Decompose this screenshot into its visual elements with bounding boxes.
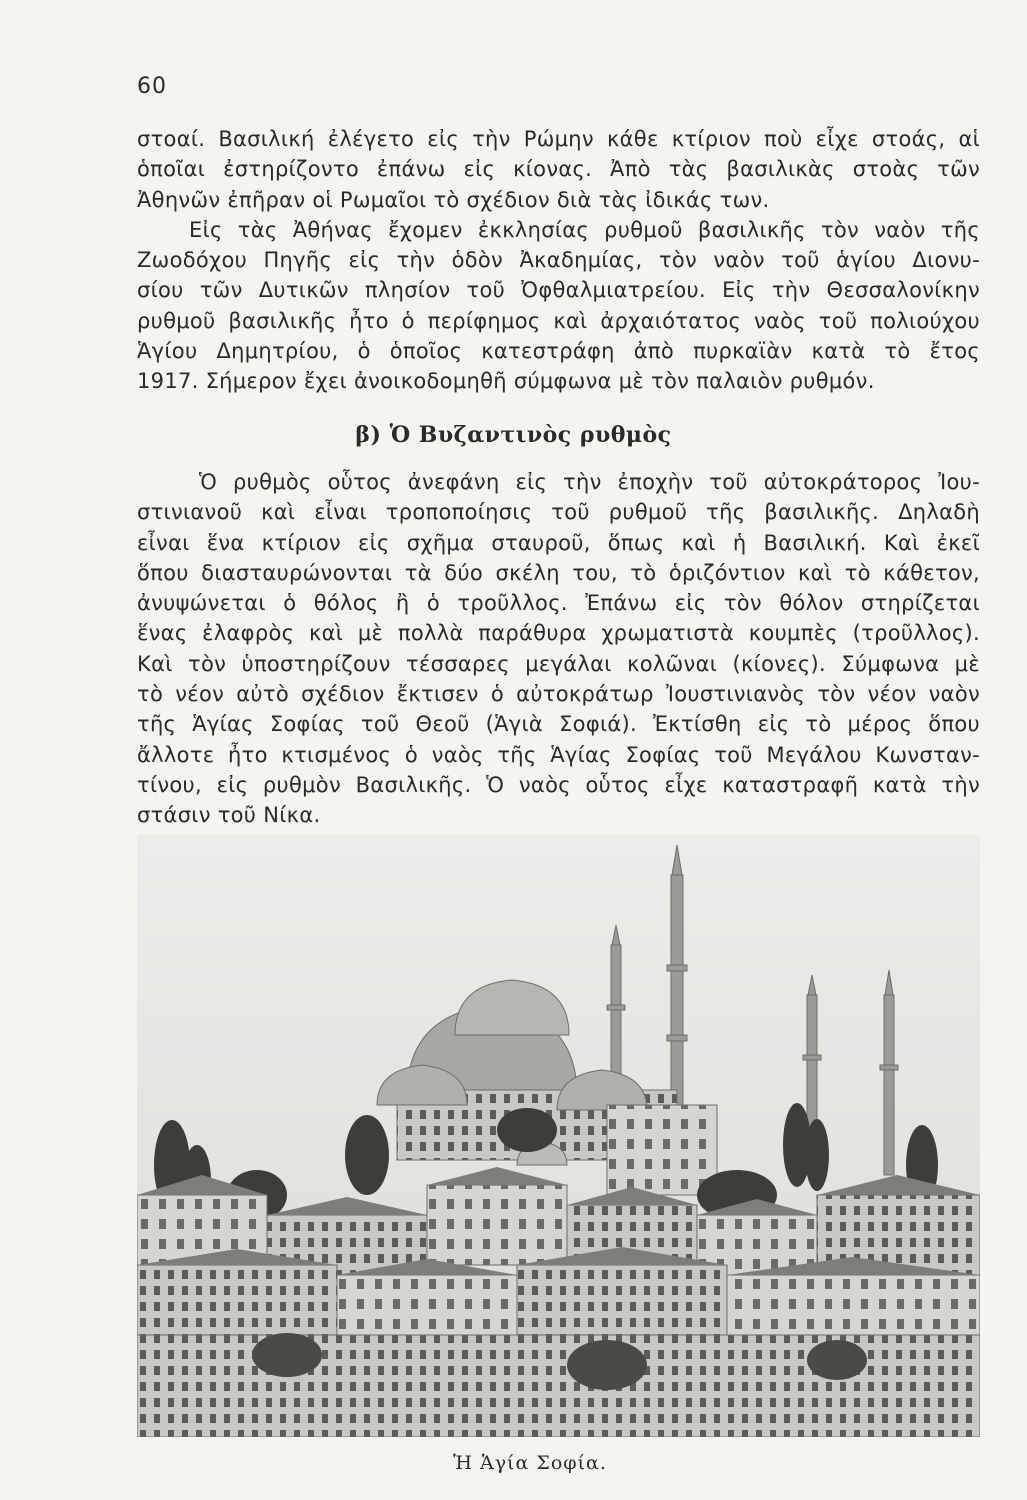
text-line: Ἁγίου Δημητρίου, ὁ ὁποῖος κατεστράφη ἀπὸ πυρκαϊὰν κατὰ τὸ ἔτος	[137, 339, 980, 364]
text-line: στάσιν τοῦ Νίκα.	[137, 803, 321, 828]
text-line: ἀνυψώνεται ὁ θόλος ἢ ὁ τροῦλλος. Ἐπάνω εἰς τὸν θόλον στηρίζεται	[137, 591, 980, 616]
paragraph-3	[137, 467, 980, 831]
text-line: σίου τῶν Δυτικῶν πλησίον τοῦ Ὀφθαλμιατρείου. Εἰς τὴν Θεσσαλονίκην	[137, 278, 980, 303]
text-line: ἕνας ἐλαφρὸς καὶ μὲ πολλὰ παράθυρα χρωματιστὰ κουμπὲς (τροῦλλος).	[137, 621, 980, 646]
text-line: τῆς Ἁγίας Σοφίας τοῦ Θεοῦ (Ἁγιὰ Σοφιά). Ἐκτίσθη εἰς τὸ μέρος ὅπου	[137, 712, 980, 737]
body-text-top	[137, 124, 980, 397]
text-line: ὅπου διασταυρώνονται τὰ δύο σκέλη του, τὸ ὁριζόντιον καὶ τὸ κάθετον,	[137, 560, 980, 585]
section-heading: β) Ὁ Βυζαντινὸς ρυθμὸς	[355, 422, 672, 448]
text-line: τίνου, εἰς ρυθμὸν Βασιλικῆς. Ὁ ναὸς οὗτος εἶχε καταστραφῆ κατὰ τὴν	[137, 772, 980, 797]
paragraph-1	[137, 124, 980, 215]
text-line: τὸ νέον αὐτὸ σχέδιον ἔκτισεν ὁ αὐτοκράτωρ Ἰουστινιανὸς τὸν νέον ναὸν	[137, 682, 980, 707]
text-line: ἄλλοτε ἦτο κτισμένος ὁ ναὸς τῆς Ἁγίας Σοφίας τοῦ Μεγάλου Κωνσταν-	[137, 742, 980, 767]
text-line: Ὁ ρυθμὸς οὗτος ἀνεφάνη εἰς τὴν ἐποχὴν τοῦ αὐτοκράτορος Ἰου-	[199, 470, 980, 494]
body-text-bottom	[137, 467, 980, 831]
text-line: στινιανοῦ καὶ εἶναι τροποποίησις τοῦ ρυθμοῦ τῆς βασιλικῆς. Δηλαδὴ	[137, 500, 980, 525]
text-line: Ἀθηνῶν ἐπῆραν οἱ Ρωμαῖοι τὸ σχέδιον διὰ τὰς ἰδικάς των.	[137, 187, 770, 212]
text-line: 1917. Σήμερον ἔχει ἀνοικοδομηθῆ σύμφωνα μὲ τὸν παλαιὸν ρυθμόν.	[137, 369, 875, 394]
paragraph-2	[137, 215, 980, 397]
mosque-illustration	[137, 835, 980, 1437]
text-line: ὁποῖαι ἐστηρίζοντο ἐπάνω εἰς κίονας. Ἀπὸ τὰς βασιλικὰς στοὰς τῶν	[137, 157, 980, 182]
photo-caption: Ἡ Ἁγία Σοφία.	[453, 1452, 607, 1474]
page-number: 60	[137, 74, 167, 99]
text-line: στοαί. Βασιλική ἐλέγετο εἰς τὴν Ρώμην κάθε κτίριον ποὺ εἶχε στοάς, αἱ	[137, 127, 980, 151]
hagia-sophia-photo	[137, 835, 980, 1437]
text-line: ρυθμοῦ βασιλικῆς ἦτο ὁ περίφημος καὶ ἀρχαιότατος ναὸς τοῦ πολιούχου	[137, 308, 980, 333]
text-line: Εἰς τὰς Ἀθήνας ἔχομεν ἐκκλησίας ρυθμοῦ βασιλικῆς τὸν ναὸν τῆς	[189, 217, 980, 242]
text-line: Καὶ τὸν ὑποστηρίζουν τέσσαρες μεγάλαι κολῶναι (κίονες). Σύμφωνα μὲ	[137, 651, 980, 676]
text-line: Ζωοδόχου Πηγῆς εἰς τὴν ὁδὸν Ἀκαδημίας, τὸν ναὸν τοῦ ἁγίου Διονυ-	[137, 248, 980, 273]
text-line: εἶναι ἕνα κτίριον εἰς σχῆμα σταυροῦ, ὅπως καὶ ἡ Βασιλική. Καὶ ἐκεῖ	[137, 530, 980, 555]
